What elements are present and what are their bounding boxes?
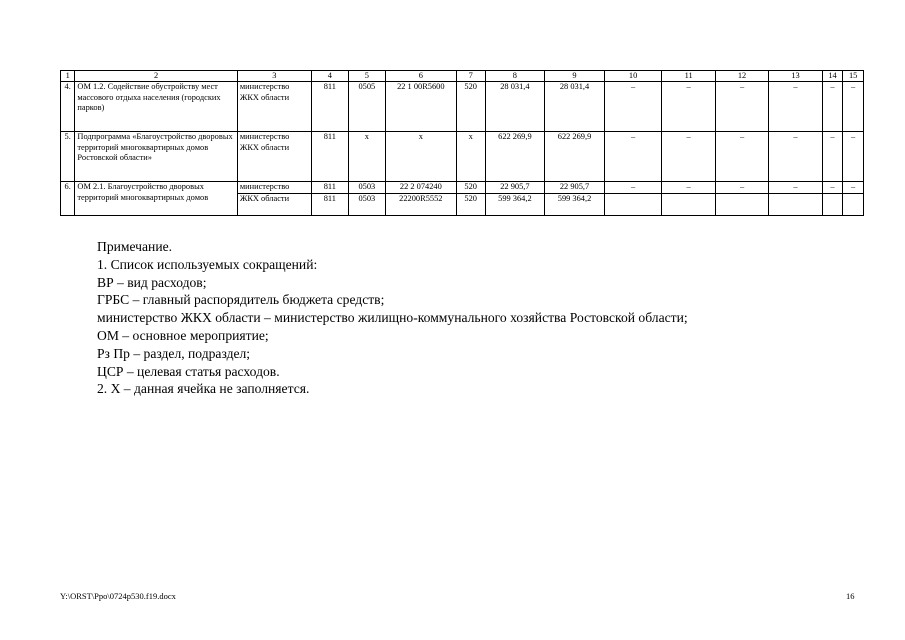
budget-table [60,70,864,216]
row-name: ОМ 1.2. Содействие обустройству мест массового отдыха населения (городских парков) [75,82,237,132]
row-number: 4. [61,82,75,132]
cell-empty [822,193,843,215]
cell-grbs-code: 811 [311,82,348,132]
cell-csr: 22 2 074240 [385,182,456,194]
column-header: 4 [311,71,348,82]
cell-value: – [604,182,662,194]
cell-value: – [822,82,843,132]
cell-value: 22 905,7 [545,182,605,194]
note-line: ОМ – основное мероприятие; [97,327,269,343]
note-line: ВР – вид расходов; [97,274,207,290]
cell-value: 22 905,7 [485,182,545,194]
cell-value: 28 031,4 [545,82,605,132]
cell-value: – [715,82,768,132]
column-header: 2 [75,71,237,82]
column-header: 14 [822,71,843,82]
row-grbs: ЖКХ области [237,193,311,215]
cell-grbs-code: 811 [311,193,348,215]
cell-grbs-code: 811 [311,132,348,182]
cell-value: – [715,182,768,194]
row-number: 5. [61,132,75,182]
cell-value: – [662,132,715,182]
row-grbs: министерство ЖКХ области [237,82,311,132]
note-line: ГРБС – главный распорядитель бюджета средств; [97,292,385,308]
row-name: ОМ 2.1. Благоустройство дворовых территорий многоквартирных домов [75,182,237,216]
row-number: 6. [61,182,75,216]
cell-value: 622 269,9 [545,132,605,182]
cell-value: – [769,82,822,132]
cell-empty [604,193,662,215]
page-number: 16 [846,591,855,601]
cell-empty [843,193,864,215]
row-grbs: министерство [237,182,311,194]
cell-vr: х [456,132,485,182]
notes-block [97,238,688,398]
column-header: 11 [662,71,715,82]
cell-rzpr: 0505 [348,82,385,132]
table-row [61,182,864,194]
row-name: Подпрограмма «Благоустройство дворовых территорий многоквартирных домов Ростовской области» [75,132,237,182]
note-line: Примечание. [97,239,173,254]
column-header: 3 [237,71,311,82]
column-header: 6 [385,71,456,82]
footer-file-path: Y:\ORST\Ppo\0724p530.f19.docx [60,591,176,601]
table-row [61,132,864,182]
column-header: 12 [715,71,768,82]
column-header: 10 [604,71,662,82]
cell-rzpr: 0503 [348,182,385,194]
cell-value: – [662,182,715,194]
column-header: 13 [769,71,822,82]
cell-value: – [715,132,768,182]
cell-grbs-code: 811 [311,182,348,194]
column-header: 5 [348,71,385,82]
cell-empty [715,193,768,215]
cell-value: – [604,132,662,182]
cell-value: 599 364,2 [545,193,605,215]
cell-rzpr: 0503 [348,193,385,215]
cell-value: 599 364,2 [485,193,545,215]
column-header: 8 [485,71,545,82]
cell-value: 622 269,9 [485,132,545,182]
note-line: 2. Х – данная ячейка не заполняется. [97,381,310,397]
cell-vr: 520 [456,182,485,194]
column-header: 15 [843,71,864,82]
column-header: 1 [61,71,75,82]
cell-vr: 520 [456,82,485,132]
cell-rzpr: х [348,132,385,182]
note-line: министерство ЖКХ области – министерство жилищно-коммунального хозяйства Ростовской области; [97,310,688,326]
cell-empty [662,193,715,215]
cell-empty [769,193,822,215]
cell-value: – [822,182,843,194]
cell-value: – [662,82,715,132]
cell-value: – [769,132,822,182]
cell-csr: 22200R5552 [385,193,456,215]
column-header: 9 [545,71,605,82]
cell-value: – [822,132,843,182]
cell-value: – [843,182,864,194]
cell-value: 28 031,4 [485,82,545,132]
table-header-row [61,71,864,82]
cell-vr: 520 [456,193,485,215]
cell-csr: 22 1 00R5600 [385,82,456,132]
cell-value: – [843,82,864,132]
cell-value: – [604,82,662,132]
note-line: Рз Пр – раздел, подраздел; [97,345,251,361]
note-line: 1. Список используемых сокращений: [97,256,318,272]
note-line: ЦСР – целевая статья расходов. [97,363,280,379]
cell-value: – [769,182,822,194]
column-header: 7 [456,71,485,82]
table-row [61,82,864,132]
cell-value: – [843,132,864,182]
row-grbs: министерство ЖКХ области [237,132,311,182]
cell-csr: х [385,132,456,182]
